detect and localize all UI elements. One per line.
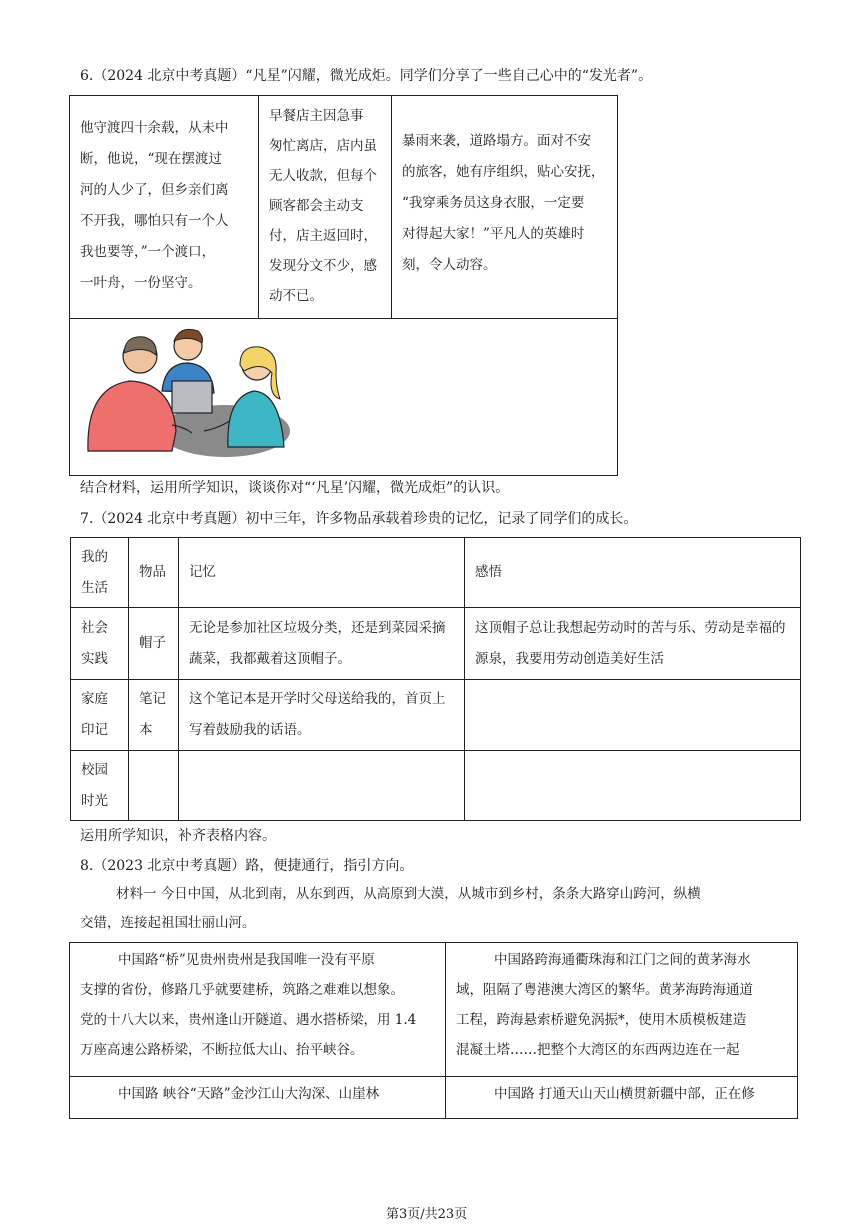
row-memory: 这个笔记本是开学时父母送给我的，首页上写着鼓励我的话语。: [179, 680, 465, 751]
q8-material-boxes: [69, 942, 798, 1119]
q8-title: 8.（2023 北京中考真题）路，便捷通行，指引方向。: [80, 858, 414, 874]
row-item-blank[interactable]: [129, 751, 179, 821]
row-life: 家庭印记: [71, 680, 129, 751]
q7-memory-table: [70, 537, 801, 821]
box-guizhou-bridges: 中国路“桥”见贵州贵州是我国唯一没有平原 支撑的省份，修路几乎就要建桥，筑路之难难以想象。 党的十八大以来，贵州逢山开隧道、遇水搭桥梁，用 1.4 万座高速公路桥梁，不断拉低大山、抬平峡谷。: [80, 952, 417, 1058]
row-insight: 这顶帽子总让我想起劳动时的苦与乐、劳动是幸福的源泉，我要用劳动创造美好生活: [465, 608, 801, 680]
table-header-row: [71, 538, 801, 608]
row-insight-blank[interactable]: [465, 680, 801, 751]
q6-story-conductor: 暴雨来袭，道路塌方。面对不安 的旅客，她有序组织，贴心安抚， “我穿乘务员这身衣服，一定要 对得起大家！”平凡人的英雄时 刻，令人动容。: [402, 133, 605, 273]
q6-story-breakfast-shop: 早餐店主因急事 匆忙离店，店内虽 无人收款，但每个 顾客都会主动支 付，店主返回时， 发现分文不少，感 动不已。: [269, 108, 377, 304]
box-tianshan: 中国路 打通天山天山横贯新疆中部，正在修: [494, 1086, 755, 1102]
header-memory: 记忆: [179, 538, 465, 608]
row-life: 校园时光: [71, 751, 129, 821]
row-life: 社会实践: [71, 608, 129, 680]
box-canyon-road: 中国路 峡谷“天路”金沙江山大沟深、山崖林: [118, 1086, 380, 1102]
header-insight: 感悟: [465, 538, 801, 608]
box-sea-crossing: 中国路跨海通衢珠海和江门之间的黄茅海水 域，阻隔了粤港澳大湾区的繁华。黄茅海跨海通道 工程，跨海悬索桥避免涡振*，使用木质模板建造 混凝土塔……把整个大湾区的东西两边连在一起: [456, 952, 753, 1058]
q7-prompt: 运用所学知识，补齐表格内容。: [80, 828, 276, 844]
table-row: [71, 751, 801, 821]
q8-material-one-cont: 交错，连接起祖国壮丽山河。: [80, 915, 256, 931]
q8-material-one: 材料一 今日中国，从北到南，从东到西，从高原到大漠，从城市到乡村，条条大路穿山跨河，纵横: [116, 886, 701, 902]
table-row: [71, 608, 801, 680]
row-item: 帽子: [129, 608, 179, 680]
q6-prompt: 结合材料，运用所学知识，谈谈你对“‘凡星’闪耀，微光成炬”的认识。: [80, 480, 510, 496]
row-item: 笔记本: [129, 680, 179, 751]
q7-title: 7.（2024 北京中考真题）初中三年，许多物品承载着珍贵的记忆，记录了同学们的成长。: [80, 511, 638, 527]
people-discussion-illustration: [80, 321, 290, 461]
row-memory-blank[interactable]: [179, 751, 465, 821]
table-row: [71, 680, 801, 751]
row-insight-blank[interactable]: [465, 751, 801, 821]
header-item: 物品: [129, 538, 179, 608]
header-life: 我的生活: [71, 538, 129, 608]
row-memory: 无论是参加社区垃圾分类，还是到菜园采摘蔬菜，我都戴着这顶帽子。: [179, 608, 465, 680]
q6-story-ferryman: 他守渡四十余载，从未中 断，他说，“现在摆渡过 河的人少了，但乡亲们离 不开我，哪怕只有一个人 我也要等，”一个渡口， 一叶舟，一份坚守。: [80, 120, 229, 291]
q6-material-table: [69, 95, 618, 476]
page-footer: 第3页/共23页: [386, 1207, 468, 1222]
q6-title: 6.（2024 北京中考真题）“凡星”闪耀，微光成炬。同学们分享了一些自己心中的“发光者”。: [80, 68, 653, 84]
